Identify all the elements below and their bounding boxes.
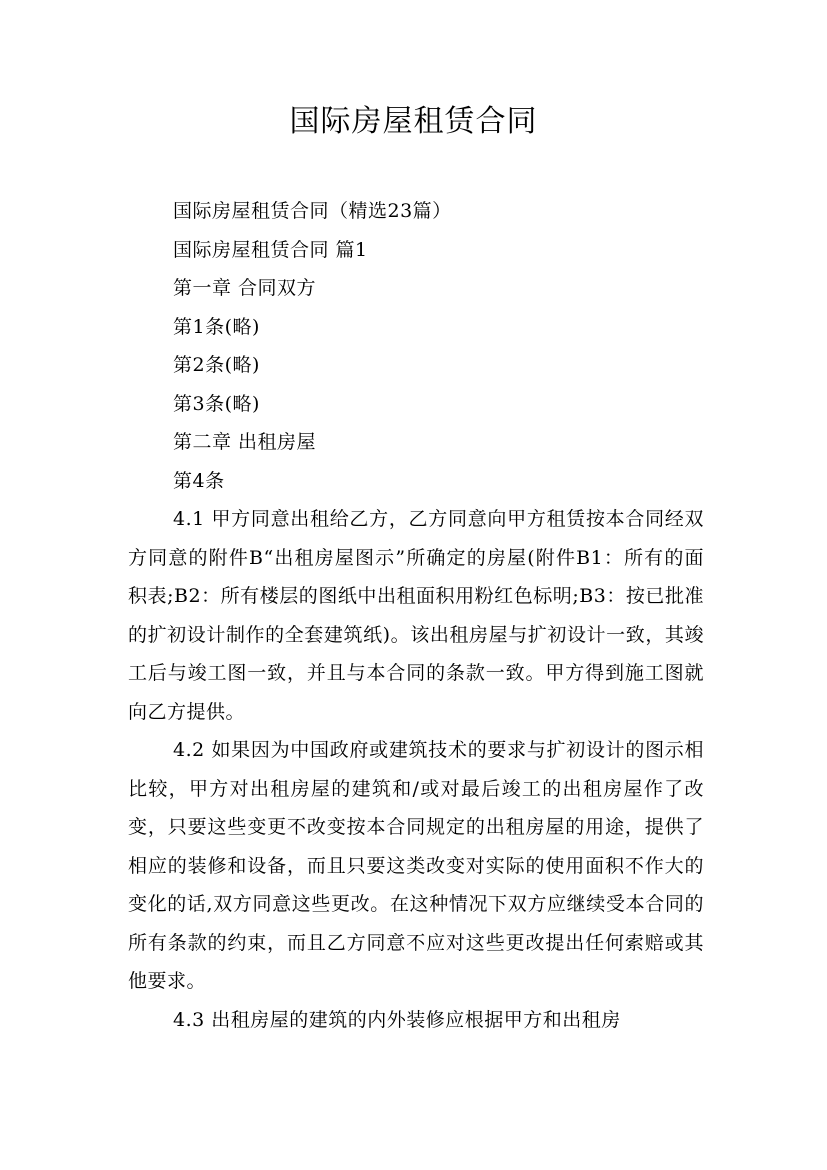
- clause-paragraph: 4.1 甲方同意出租给乙方，乙方同意向甲方租赁按本合同经双方同意的附件B“出租房屋图示”所确定的房屋(附件B1：所有的面积表;B2：所有楼层的图纸中出租面积用粉红色标明;B3：按已批准的扩初设计制作的全套建筑纸)。该出租房屋与扩初设计一致，其竣工后与竣工图一致，并且与本合同的条款一致。甲方得到施工图就向乙方提供。: [128, 508, 704, 723]
- subtitle-line: 国际房屋租赁合同（精选23篇）: [173, 200, 452, 222]
- article-line: 第1条(略): [173, 315, 260, 338]
- document-title: 国际房屋租赁合同: [289, 104, 538, 139]
- clause-paragraph: 4.3 出租房屋的建筑的内外装修应根据甲方和出租房: [173, 1008, 621, 1031]
- section-heading: 国际房屋租赁合同 篇1: [173, 238, 368, 261]
- clause-paragraph: 4.2 如果因为中国政府或建筑技术的要求与扩初设计的图示相比较，甲方对出租房屋的建筑和/或对最后竣工的出租房屋作了改变，只要这些变更不改变按本合同规定的出租房屋的用途，提供了相应的装修和设备，而且只要这类改变对实际的使用面积不作大的变化的话,双方同意这些更改。在这种情况下双方应继续受本合同的所有条款的约束，而且乙方同意不应对这些更改提出任何索赔或其他要求。: [128, 739, 704, 992]
- chapter-heading: 第二章 出租房屋: [173, 431, 317, 453]
- header-lines: [173, 192, 452, 500]
- article-heading: 第4条: [173, 469, 225, 492]
- article-line: 第3条(略): [173, 392, 260, 415]
- document-body: [128, 500, 704, 1039]
- article-line: 第2条(略): [173, 354, 260, 376]
- chapter-heading: 第一章 合同双方: [173, 277, 317, 299]
